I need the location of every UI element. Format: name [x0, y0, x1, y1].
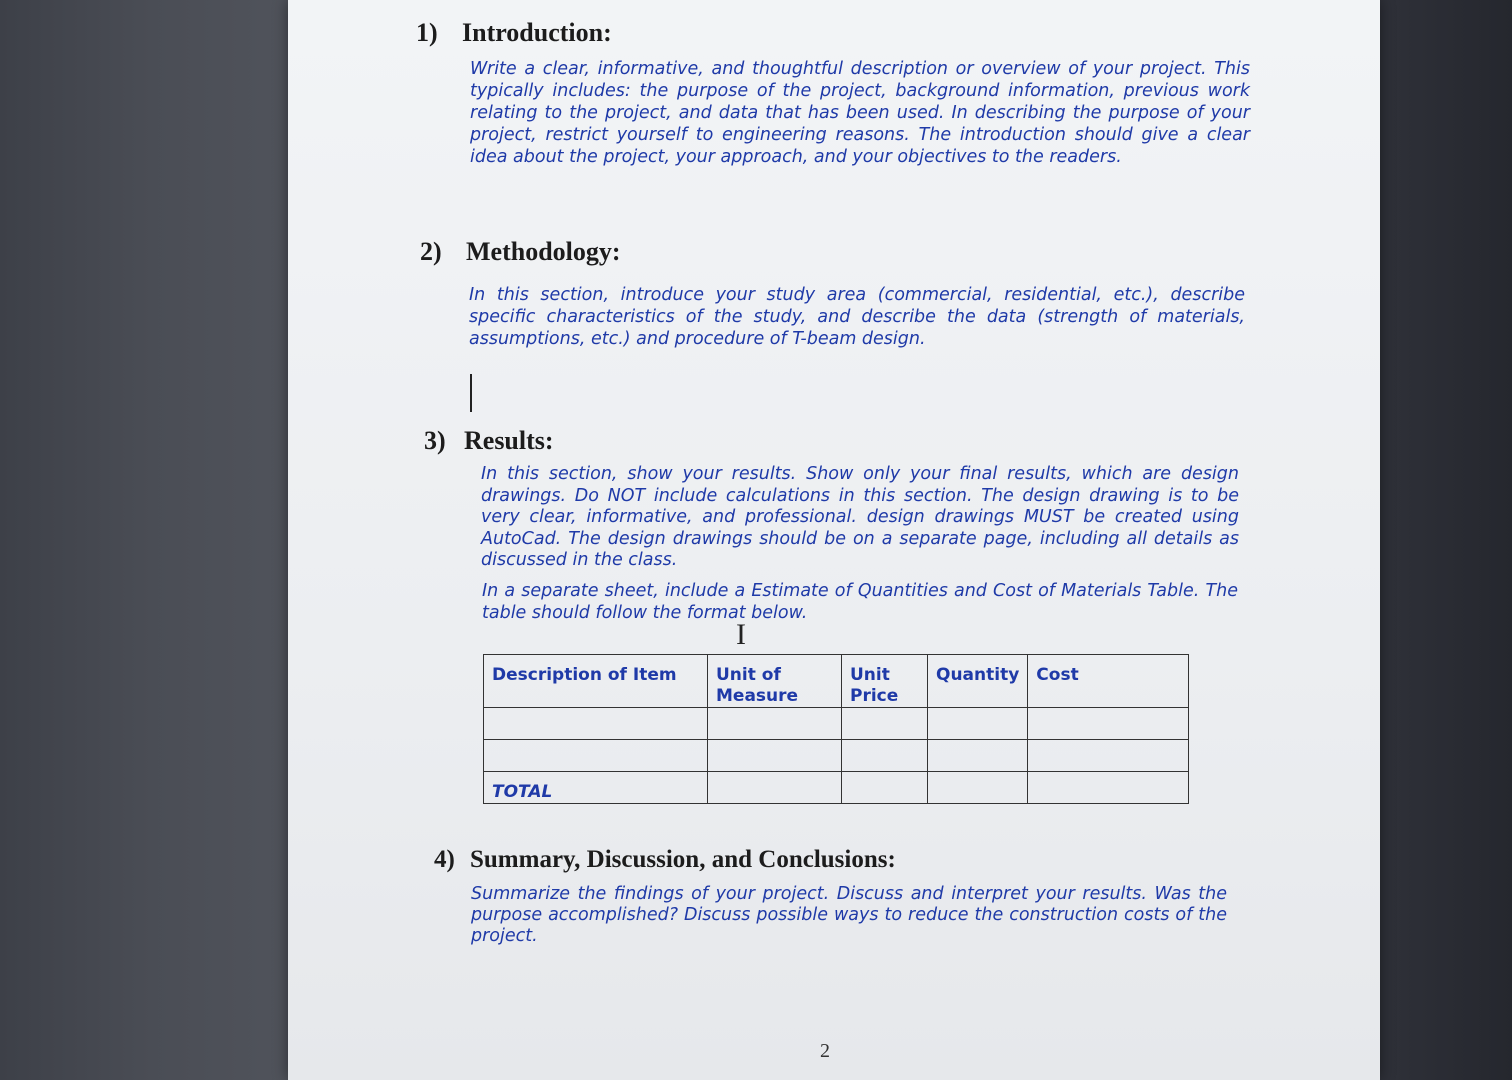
table-header-cell: Unit Price	[842, 655, 928, 708]
table-cell[interactable]	[484, 708, 708, 740]
table-cell[interactable]	[1028, 772, 1189, 804]
section-title: Introduction:	[462, 18, 612, 47]
table-row	[484, 708, 1189, 740]
table-cell[interactable]	[928, 708, 1028, 740]
text-cursor	[470, 374, 472, 412]
table-header-cell: Quantity	[928, 655, 1028, 708]
section-number: 3)	[424, 426, 446, 455]
section-heading	[420, 237, 1260, 267]
section-number: 1)	[416, 18, 438, 47]
section-methodology	[420, 237, 1260, 267]
section-heading	[416, 18, 1256, 48]
section-title: Methodology:	[466, 237, 621, 266]
methodology-body: In this section, introduce your study area (commercial, residential, etc.), describe specific characteristics of the study, and describe the data (strength of materials, assumptions, etc.) and procedure of T-beam design.	[469, 285, 1245, 349]
section-title: Summary, Discussion, and Conclusions:	[470, 846, 896, 873]
section-heading	[424, 426, 1264, 456]
table-cell[interactable]	[928, 740, 1028, 772]
table-total-row	[484, 772, 1189, 804]
summary-body: Summarize the findings of your project. Discuss and interpret your results. Was the purpose accomplished? Discuss possible ways to reduce the construction costs of the project.	[471, 884, 1227, 946]
total-label: TOTAL	[484, 772, 708, 804]
estimate-table	[483, 654, 1189, 804]
section-results	[424, 426, 1264, 456]
table-cell[interactable]	[842, 772, 928, 804]
table-cell[interactable]	[1028, 740, 1189, 772]
results-body: In this section, show your results. Show only your final results, which are design drawings. Do NOT include calculations in this section. The design drawing is to be very clear, informative, and professional. design drawings MUST be created using AutoCad. The design drawings should be on a separate page, including all details as discussed in the class.	[481, 464, 1239, 570]
page-number: 2	[820, 1040, 830, 1062]
table-cell[interactable]	[708, 772, 842, 804]
table-cell[interactable]	[928, 772, 1028, 804]
table-row	[484, 740, 1189, 772]
table-header-cell: Unit of Measure	[708, 655, 842, 708]
section-introduction	[416, 18, 1256, 48]
table-cell[interactable]	[842, 740, 928, 772]
table-cell[interactable]	[1028, 708, 1189, 740]
section-number: 2)	[420, 237, 442, 266]
table-header-cell: Cost	[1028, 655, 1189, 708]
introduction-body: Write a clear, informative, and thoughtful description or overview of your project. This typically includes: the purpose of the project, background information, previous work relating to the project, and data that has been used. In describing the purpose of your project, restrict yourself to engineering reasons. The introduction should give a clear idea about the project, your approach, and your objectives to the readers.	[470, 59, 1250, 167]
i-beam-cursor-icon: I	[736, 618, 746, 651]
table-header-cell: Description of Item	[484, 655, 708, 708]
section-title: Results:	[464, 426, 554, 455]
document-page	[288, 0, 1380, 1080]
table-header-row	[484, 655, 1189, 708]
section-heading	[434, 846, 1274, 874]
table-cell[interactable]	[484, 740, 708, 772]
table-cell[interactable]	[708, 740, 842, 772]
section-summary	[434, 846, 1274, 874]
section-number: 4)	[434, 846, 455, 873]
results-body-table-note: In a separate sheet, include a Estimate of Quantities and Cost of Materials Table. The table should follow the format below.	[482, 581, 1238, 623]
table-cell[interactable]	[708, 708, 842, 740]
table-cell[interactable]	[842, 708, 928, 740]
